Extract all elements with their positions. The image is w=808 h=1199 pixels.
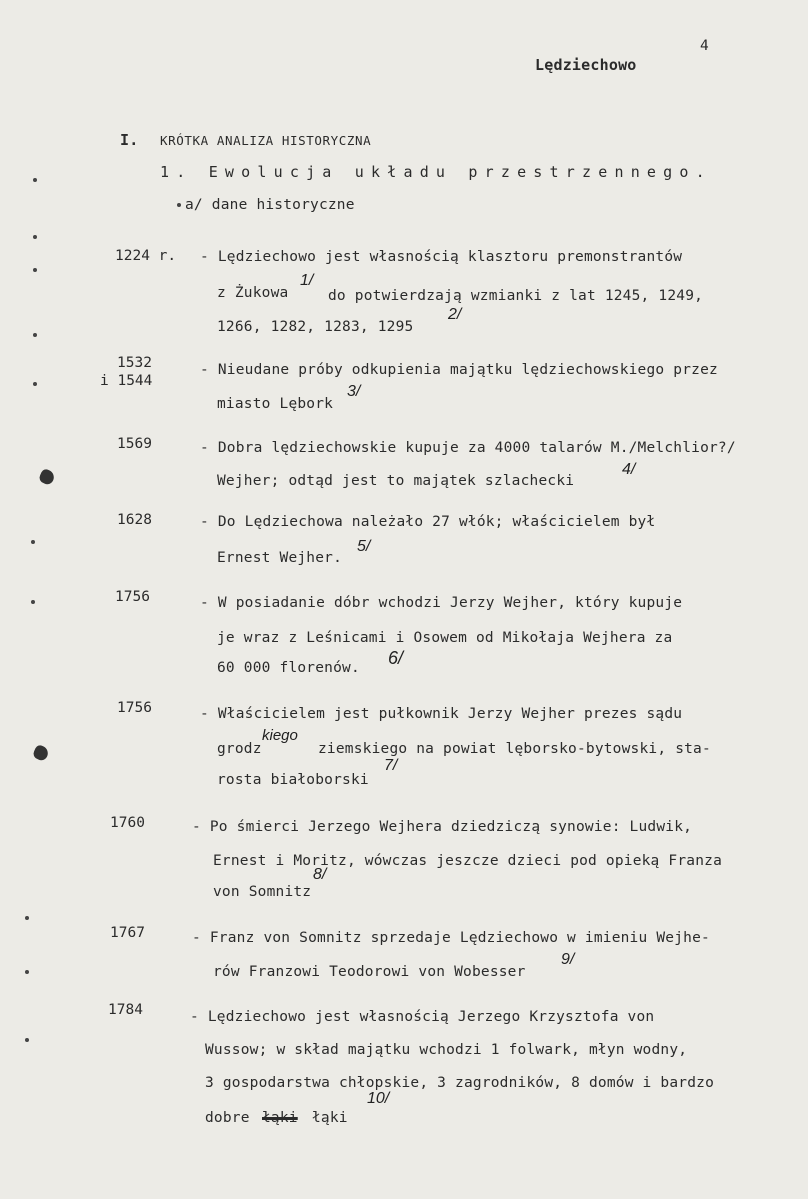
entry-line: - Dobra lędziechowskie kupuje za 4000 talarów M./Melchlior?/: [200, 440, 736, 456]
entry-date: 1767: [110, 925, 145, 941]
footnote-ref: 1/: [300, 272, 314, 289]
document-title: Lędziechowo: [535, 56, 637, 74]
footnote-ref: 2/: [448, 306, 462, 323]
entry-line: łąki: [312, 1110, 348, 1126]
entry-line: - Nieudane próby odkupienia majątku lędziechowskiego przez: [200, 362, 718, 378]
margin-dot: [33, 268, 37, 272]
margin-dot: [33, 235, 37, 239]
entry-line: grodz: [217, 741, 262, 757]
entry-date-second: i 1544: [100, 373, 153, 389]
ink-blot: [38, 468, 57, 487]
margin-dot: [33, 178, 37, 182]
entry-line: ziemskiego na powiat lęborsko-bytowski, sta-: [318, 741, 711, 757]
footnote-ref: 6/: [388, 648, 404, 668]
entry-date: 1784: [108, 1002, 143, 1018]
footnote-ref: 8/: [313, 866, 327, 883]
entry-line: dobre: [205, 1110, 250, 1126]
entry-line: - Po śmierci Jerzego Wejhera dziedziczą synowie: Ludwik,: [192, 819, 693, 835]
entry-date: 1569: [117, 436, 152, 452]
footnote-ref: 4/: [622, 461, 636, 478]
entry-line: z Żukowa: [217, 285, 289, 301]
entry-line: do potwierdzają wzmianki z lat 1245, 1249,: [328, 288, 704, 304]
entry-line: Ernest i Moritz, wówczas jeszcze dzieci pod opieką Franza: [213, 853, 722, 869]
entry-date: 1628: [117, 512, 152, 528]
margin-dot: [25, 916, 29, 920]
page-number: 4: [700, 38, 709, 54]
margin-dot: [33, 382, 37, 386]
subsection-title: 1. Ewolucja układu przestrzennego.: [160, 163, 712, 181]
footnote-ref: 7/: [384, 757, 398, 774]
section-title: KRÓTKA ANALIZA HISTORYCZNA: [160, 133, 372, 148]
entry-line: - Do Lędziechowa należało 27 włók; właścicielem był: [200, 514, 656, 530]
footnote-ref: 3/: [347, 383, 361, 400]
footnote-ref: 9/: [561, 951, 575, 968]
margin-dot: [31, 600, 35, 604]
margin-dot: [31, 540, 35, 544]
subsubsection-title: a/ dane historyczne: [185, 197, 355, 213]
entry-line: je wraz z Leśnicami i Osowem od Mikołaja Wejhera za: [217, 630, 673, 646]
margin-dot: [25, 970, 29, 974]
ink-blot: [32, 744, 51, 763]
entry-line: - W posiadanie dóbr wchodzi Jerzy Wejher, który kupuje: [200, 595, 683, 611]
entry-line: - Lędziechowo jest własnością Jerzego Krzysztofa von: [190, 1009, 655, 1025]
section-roman: I.: [120, 131, 139, 149]
entry-line: von Somnitz: [213, 884, 312, 900]
entry-line: miasto Lębork: [217, 396, 334, 412]
footnote-ref: 10/: [367, 1090, 390, 1107]
entry-line: 3 gospodarstwa chłopskie, 3 zagrodników, 8 domów i bardzo: [205, 1075, 714, 1091]
entry-date: 1532: [117, 355, 152, 371]
margin-dot: [177, 203, 181, 207]
struck-word: łąki: [262, 1110, 298, 1126]
entry-date: 1756: [117, 700, 152, 716]
entry-line: Wejher; odtąd jest to majątek szlachecki: [217, 473, 575, 489]
entry-date: 1224 r.: [115, 248, 177, 264]
margin-dot: [25, 1038, 29, 1042]
entry-line: 60 000 florenów.: [217, 660, 360, 676]
entry-line: rosta białoborski: [217, 772, 369, 788]
footnote-ref: 5/: [357, 538, 371, 555]
entry-line: Wussow; w skład majątku wchodzi 1 folwark, młyn wodny,: [205, 1042, 688, 1058]
entry-line: - Właścicielem jest pułkownik Jerzy Wejher prezes sądu: [200, 706, 683, 722]
handwritten-insertion: kiego: [262, 727, 298, 744]
entry-date: 1760: [110, 815, 145, 831]
entry-line: rów Franzowi Teodorowi von Wobesser: [213, 964, 526, 980]
entry-line: - Franz von Somnitz sprzedaje Lędziechowo w imieniu Wejhe-: [192, 930, 710, 946]
entry-line: 1266, 1282, 1283, 1295: [217, 319, 414, 335]
entry-line: - Lędziechowo jest własnością klasztoru premonstrantów: [200, 249, 683, 265]
entry-line: Ernest Wejher.: [217, 550, 343, 566]
entry-date: 1756: [115, 589, 150, 605]
margin-dot: [33, 333, 37, 337]
